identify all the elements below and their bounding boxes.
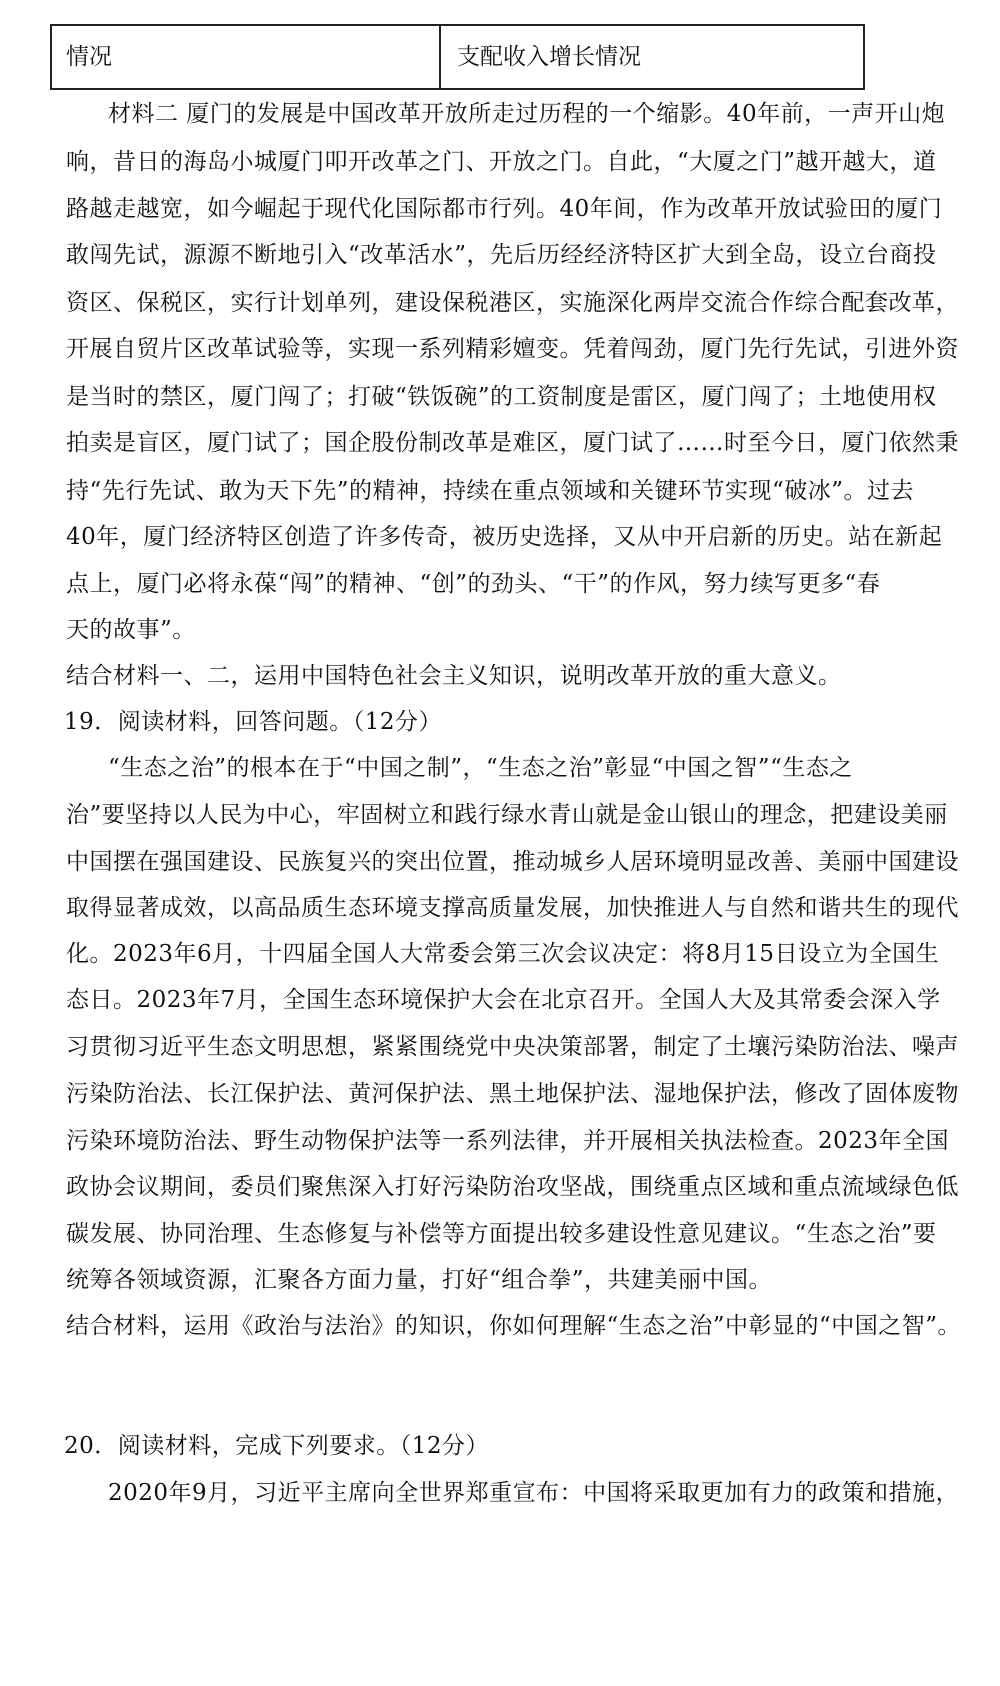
table-cell-income-growth: 支配收入增长情况 (457, 44, 641, 70)
paragraph-line: 政协会议期间，委员们聚焦深入打好污染防治攻坚战，围绕重点区域和重点流域绿色低 (66, 1174, 959, 1200)
paragraph-line: 持“先行先试、敢为天下先”的精神，持续在重点领域和关键环节实现“破冰”。过去 (66, 478, 915, 504)
paragraph-line: 2020年9月，习近平主席向全世界郑重宣布：中国将采取更加有力的政策和措施， (108, 1480, 960, 1506)
paragraph-line: 点上，厦门必将永葆“闯”的精神、“创”的劲头、“干”的作风，努力续写更多“春 (66, 571, 881, 597)
paragraph-line: 治”要坚持以人民为中心，牢固树立和践行绿水青山就是金山银山的理念，把建设美丽 (66, 802, 948, 828)
paragraph-line: 污染环境防治法、野生动物保护法等一系列法律，并开展相关执法检查。2023年全国 (66, 1128, 950, 1154)
paragraph-line: 响，昔日的海岛小城厦门叩开改革之门、开放之门。自此，“大厦之门”越开越大，道 (66, 149, 937, 175)
paragraph-line: 态日。2023年7月，全国生态环境保护大会在北京召开。全国人大及其常委会深入学 (66, 987, 941, 1013)
question-title: 19．阅读材料，回答问题。（12分） (64, 709, 443, 735)
paragraph-line: 材料二 厦门的发展是中国改革开放所走过历程的一个缩影。40年前，一声开山炮 (108, 101, 946, 127)
paragraph-line: 是当时的禁区，厦门闯了；打破“铁饭碗”的工资制度是雷区，厦门闯了；土地使用权 (66, 384, 937, 410)
paragraph-line: 碳发展、协同治理、生态修复与补偿等方面提出较多建设性意见建议。“生态之治”要 (66, 1221, 937, 1247)
paragraph-line: 40年，厦门经济特区创造了许多传奇，被历史选择，又从中开启新的历史。站在新起 (66, 524, 943, 550)
income-table (50, 24, 865, 90)
paragraph-line: 污染防治法、长江保护法、黄河保护法、黑土地保护法、湿地保护法，修改了固体废物 (66, 1081, 959, 1107)
question-prompt: 结合材料一、二，运用中国特色社会主义知识，说明改革开放的重大意义。 (66, 663, 842, 689)
paragraph-line: 资区、保税区，实行计划单列，建设保税港区，实施深化两岸交流合作综合配套改革， (66, 290, 959, 316)
paragraph-line: 中国摆在强国建设、民族复兴的突出位置，推动城乡人居环境明显改善、美丽中国建设 (66, 849, 959, 875)
question-prompt: 结合材料，运用《政治与法治》的知识，你如何理解“生态之治”中彰显的“中国之智”。 (66, 1313, 962, 1339)
table-cell-situation: 情况 (52, 26, 441, 88)
paragraph-line: 敢闯先试，源源不断地引入“改革活水”，先后历经经济特区扩大到全岛，设立台商投 (66, 242, 937, 268)
paragraph-line: 取得显著成效，以高品质生态环境支撑高质量发展，加快推进人与自然和谐共生的现代 (66, 895, 959, 921)
paragraph-line: 统筹各领域资源，汇聚各方面力量，打好“组合拳”，共建美丽中国。 (66, 1267, 773, 1293)
paragraph-line: 路越走越宽，如今崛起于现代化国际都市行列。40年间，作为改革开放试验田的厦门 (66, 196, 943, 222)
paragraph-line: 拍卖是盲区，厦门试了；国企股份制改革是难区，厦门试了……时至今日，厦门依然秉 (66, 430, 959, 456)
paragraph-line: 化。2023年6月，十四届全国人大常委会第三次会议决定：将8月15日设立为全国生 (66, 941, 940, 967)
paragraph-line: 天的故事”。 (66, 617, 196, 643)
paragraph-line: “生态之治”的根本在于“中国之制”，“生态之治”彰显“中国之智”“生态之 (108, 755, 853, 781)
paragraph-line: 习贯彻习近平生态文明思想，紧紧围绕党中央决策部署，制定了土壤污染防治法、噪声 (66, 1034, 959, 1060)
paragraph-line: 开展自贸片区改革试验等，实现一系列精彩嬗变。凭着闯劲，厦门先行先试，引进外资 (66, 336, 959, 362)
question-title: 20．阅读材料，完成下列要求。（12分） (64, 1433, 490, 1459)
